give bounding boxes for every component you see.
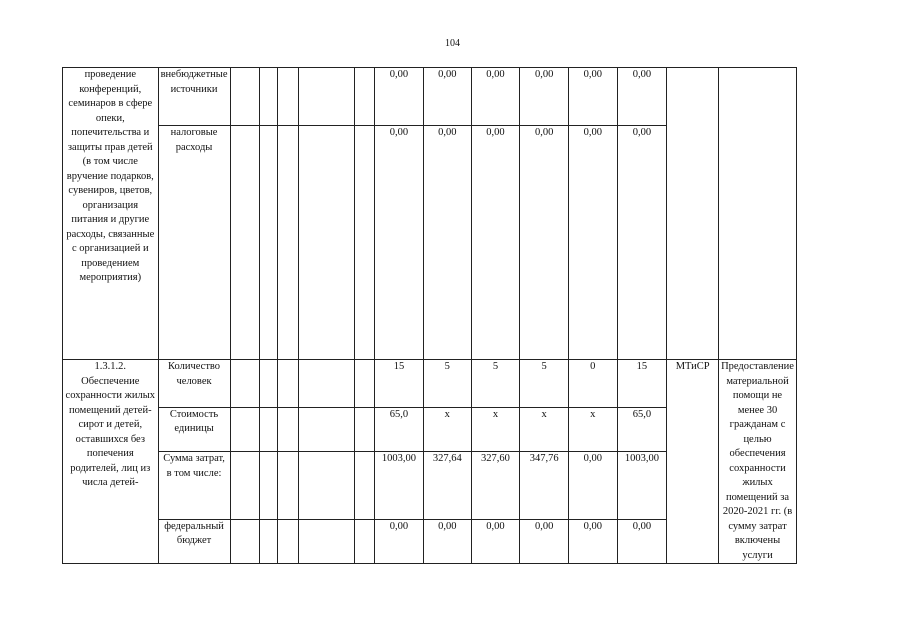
row2-2-v5: 1003,00 — [617, 452, 667, 520]
row2-source-2: Сумма затрат, в том числе: — [158, 452, 230, 520]
program-table — [62, 67, 905, 564]
row2-1-v2: х — [471, 407, 520, 451]
row1-description: проведение конференций, семинаров в сфере опеки, попечительства и защиты прав детей (в том числе вручение подарков, сувениров, цветов, организация питания и другие расходы, связанные с организацией и проведением мероприятия) — [63, 68, 159, 360]
row1-1-v1: 0,00 — [423, 126, 471, 360]
row1-executor — [667, 68, 719, 360]
row2-result: Предоставление материальной помощи не менее 30 гражданам с целью обеспечения сохранности жилых помещений за 2020-2021 гг. (в сумму затрат включены услуги — [719, 360, 797, 564]
row2-3-v1: 0,00 — [423, 519, 471, 563]
row2-0-v2: 5 — [471, 360, 520, 408]
row2-1-v3: х — [520, 407, 569, 451]
row1-1-v3: 0,00 — [520, 126, 569, 360]
row1-0-v4: 0,00 — [569, 68, 618, 126]
row2-3-v3: 0,00 — [520, 519, 569, 563]
row2-1-v5: 65,0 — [617, 407, 667, 451]
row2-1-v0: 65,0 — [375, 407, 424, 451]
row2-2-v1: 327,64 — [423, 452, 471, 520]
row2-3-v2: 0,00 — [471, 519, 520, 563]
row2-2-v2: 327,60 — [471, 452, 520, 520]
row2-3-v5: 0,00 — [617, 519, 667, 563]
row1-0-v3: 0,00 — [520, 68, 569, 126]
row2-1-v1: х — [423, 407, 471, 451]
row2-2-v0: 1003,00 — [375, 452, 424, 520]
row2-0-v5: 15 — [617, 360, 667, 408]
table-row — [63, 68, 905, 126]
row2-source-3: федеральный бюджет — [158, 519, 230, 563]
row1-0-v0: 0,00 — [375, 68, 424, 126]
row2-source-0: Количество человек — [158, 360, 230, 408]
row1-1-v0: 0,00 — [375, 126, 424, 360]
row2-1-v4: х — [569, 407, 618, 451]
row2-source-1: Стоимость единицы — [158, 407, 230, 451]
row1-1-v4: 0,00 — [569, 126, 618, 360]
row2-0-v1: 5 — [423, 360, 471, 408]
row2-0-v0: 15 — [375, 360, 424, 408]
row1-0-v1: 0,00 — [423, 68, 471, 126]
row2-3-v4: 0,00 — [569, 519, 618, 563]
row1-result — [719, 68, 797, 360]
row2-executor: МТиСР — [667, 360, 719, 564]
row2-0-v4: 0 — [569, 360, 618, 408]
row1-source-1: налоговые расходы — [158, 126, 230, 360]
row1-1-v2: 0,00 — [471, 126, 520, 360]
row2-2-v3: 347,76 — [520, 452, 569, 520]
row1-source-0: внебюджетные источники — [158, 68, 230, 126]
row2-0-v3: 5 — [520, 360, 569, 408]
row2-2-v4: 0,00 — [569, 452, 618, 520]
row1-0-v5: 0,00 — [617, 68, 667, 126]
row2-3-v0: 0,00 — [375, 519, 424, 563]
row1-1-v5: 0,00 — [617, 126, 667, 360]
table-row — [63, 360, 905, 408]
page-number: 104 — [445, 38, 460, 49]
row1-0-v2: 0,00 — [471, 68, 520, 126]
row2-description: 1.3.1.2. Обеспечение сохранности жилых помещений детей-сирот и детей, оставшихся без попечения родителей, лиц из числа детей- — [63, 360, 159, 564]
